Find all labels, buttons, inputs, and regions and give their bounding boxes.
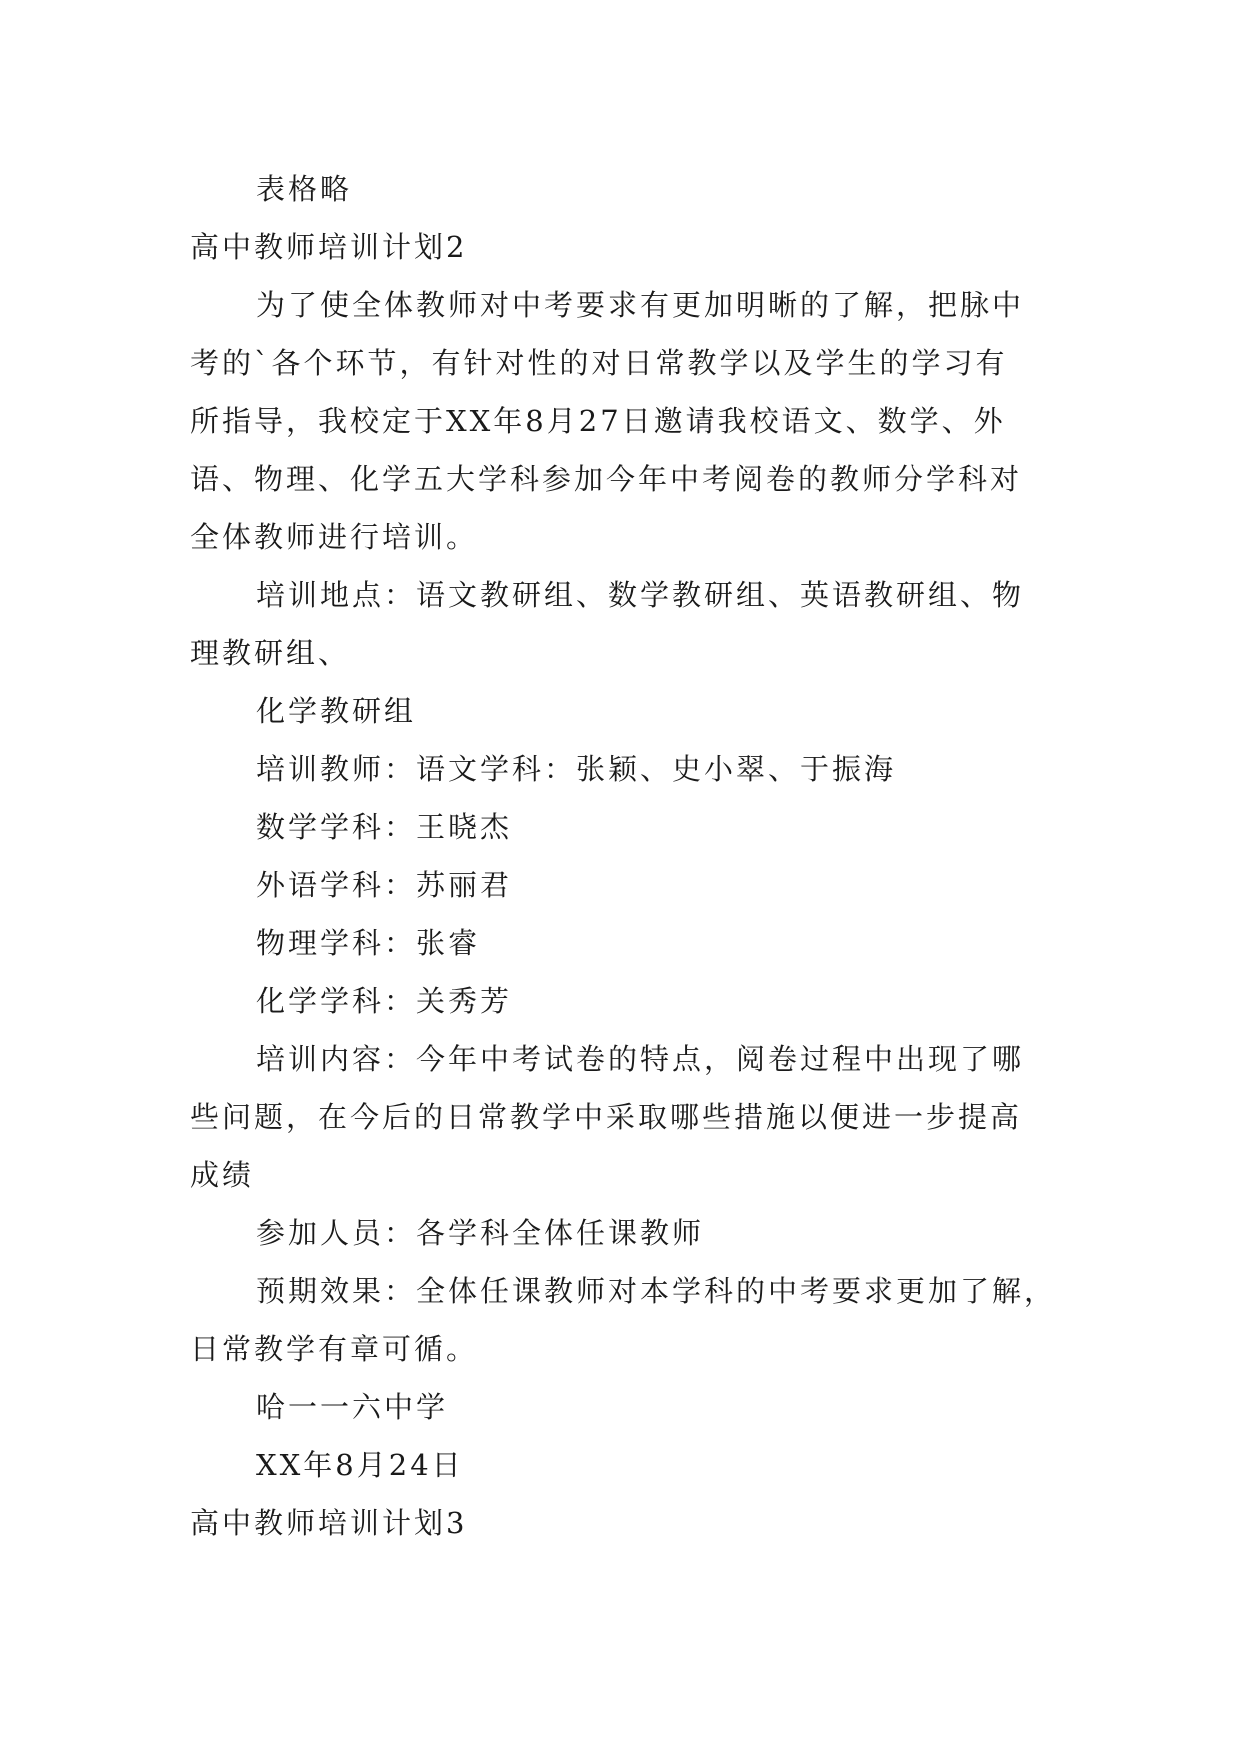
school-signature: 哈一一六中学 bbox=[256, 1390, 449, 1424]
intro-line-2: 考的`各个环节，有针对性的对日常教学以及学生的学习有 bbox=[190, 346, 1008, 380]
intro-line-4: 语、物理、化学五大学科参加今年中考阅卷的教师分学科对 bbox=[190, 462, 1023, 496]
effect-line-2: 日常教学有章可循。 bbox=[190, 1332, 479, 1366]
location-line-1: 培训地点：语文教研组、数学教研组、英语教研组、物 bbox=[256, 578, 1025, 612]
teachers-english: 外语学科：苏丽君 bbox=[256, 868, 513, 902]
content-line-3: 成绩 bbox=[190, 1158, 255, 1192]
location-line-2: 理教研组、 bbox=[190, 636, 351, 670]
content-line-1: 培训内容：今年中考试卷的特点，阅卷过程中出现了哪 bbox=[256, 1042, 1025, 1076]
section-heading-3: 高中教师培训计划3 bbox=[190, 1506, 468, 1540]
teachers-chinese: 培训教师：语文学科：张颖、史小翠、于振海 bbox=[256, 752, 897, 786]
teachers-chemistry: 化学学科：关秀芳 bbox=[256, 984, 513, 1018]
document-page bbox=[190, 160, 1060, 1552]
participants-line: 参加人员：各学科全体任课教师 bbox=[256, 1216, 705, 1250]
intro-line-1: 为了使全体教师对中考要求有更加明晰的了解，把脉中 bbox=[256, 288, 1025, 322]
effect-line-1: 预期效果：全体任课教师对本学科的中考要求更加了解， bbox=[256, 1274, 1057, 1308]
teachers-math: 数学学科：王晓杰 bbox=[256, 810, 513, 844]
document-date: XX年8月24日 bbox=[256, 1448, 464, 1482]
location-line-3: 化学教研组 bbox=[256, 694, 417, 728]
teachers-physics: 物理学科：张睿 bbox=[256, 926, 481, 960]
section-heading-2: 高中教师培训计划2 bbox=[190, 230, 468, 264]
content-line-2: 些问题，在今后的日常教学中采取哪些措施以便进一步提高 bbox=[190, 1100, 1023, 1134]
table-omitted-note: 表格略 bbox=[256, 172, 353, 206]
intro-line-3: 所指导，我校定于XX年8月27日邀请我校语文、数学、外 bbox=[190, 404, 1006, 438]
intro-line-5: 全体教师进行培训。 bbox=[190, 520, 479, 554]
